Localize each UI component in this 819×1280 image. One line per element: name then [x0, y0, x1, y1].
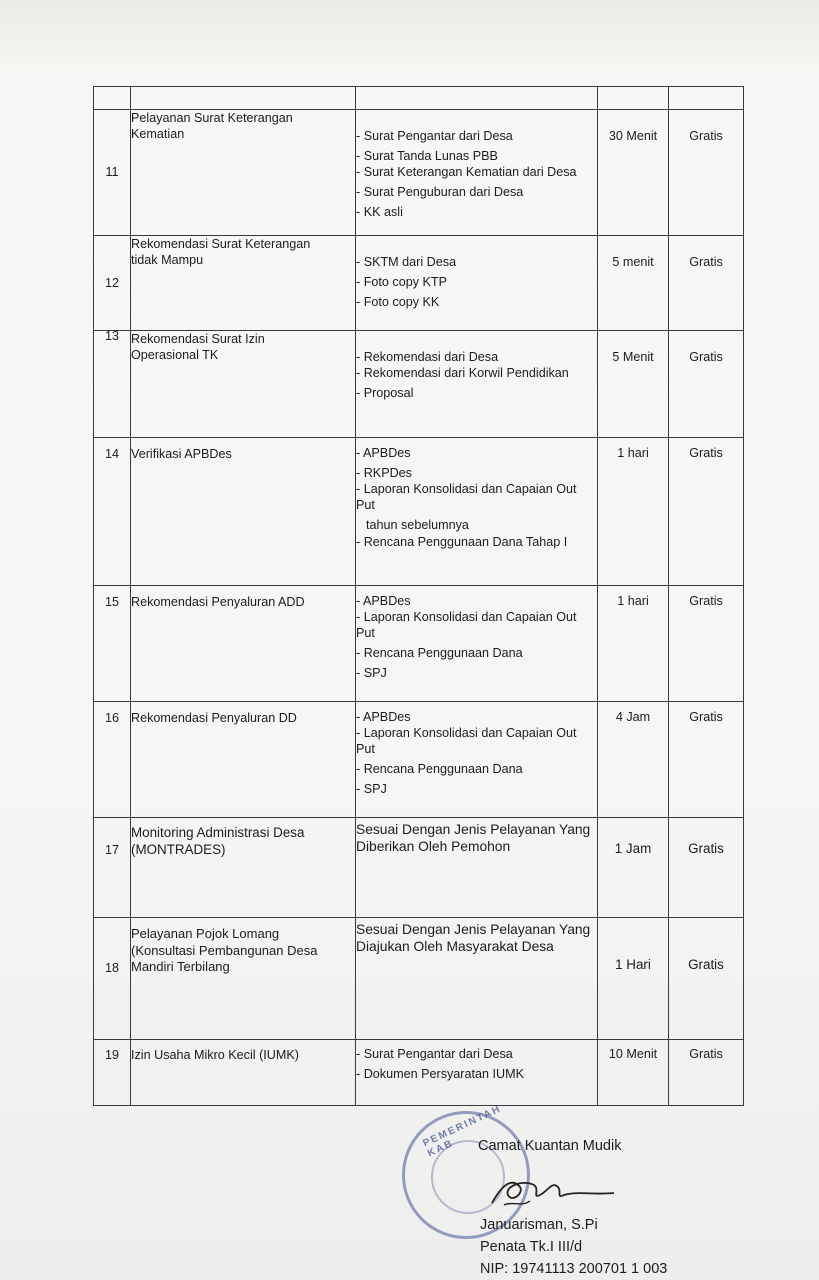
table-row	[94, 586, 744, 702]
handwritten-signature	[482, 1165, 622, 1215]
requirements: Sesuai Dengan Jenis Pelayanan Yang Diberikan Oleh Pemohon	[356, 818, 598, 918]
service-time: 10 Menit	[598, 1040, 669, 1106]
row-number: 15	[94, 586, 131, 702]
service-name: Pelayanan Surat Keterangan Kematian	[131, 110, 356, 236]
service-time: 1 hari	[598, 438, 669, 586]
signature-block	[400, 1105, 760, 1280]
row-number: 14	[94, 438, 131, 586]
service-table	[93, 86, 744, 1106]
service-name: Izin Usaha Mikro Kecil (IUMK)	[131, 1040, 356, 1106]
table-row	[94, 110, 744, 236]
row-number: 17	[94, 818, 131, 918]
service-fee: Gratis	[669, 110, 744, 236]
requirements: - APBDes - Laporan Konsolidasi dan Capaian Out Put - Rencana Penggunaan Dana - SPJ	[356, 586, 598, 702]
signatory-rank: Penata Tk.I III/d	[480, 1239, 583, 1255]
row-number: 12	[94, 236, 131, 331]
table-row	[94, 236, 744, 331]
requirements: - Surat Pengantar dari Desa - Dokumen Persyaratan IUMK	[356, 1040, 598, 1106]
row-number: 19	[94, 1040, 131, 1106]
row-number: 16	[94, 702, 131, 818]
service-fee: Gratis	[669, 1040, 744, 1106]
requirements: - APBDes - RKPDes - Laporan Konsolidasi dan Capaian Out Put tahun sebelumnya - Rencana Penggunaan Dana Tahap I	[356, 438, 598, 586]
service-name: Rekomendasi Surat Izin Operasional TK	[131, 331, 356, 438]
service-name: Monitoring Administrasi Desa (MONTRADES)	[131, 818, 356, 918]
service-fee: Gratis	[669, 331, 744, 438]
requirements: - Surat Pengantar dari Desa - Surat Tanda Lunas PBB - Surat Keterangan Kematian dari Desa - Surat Penguburan dari Desa - KK asli	[356, 110, 598, 236]
service-name: Rekomendasi Surat Keterangan tidak Mampu	[131, 236, 356, 331]
service-name: Verifikasi APBDes	[131, 438, 356, 586]
table-row	[94, 331, 744, 438]
service-name: Pelayanan Pojok Lomang (Konsultasi Pembangunan Desa Mandiri Terbilang	[131, 918, 356, 1040]
requirements: Sesuai Dengan Jenis Pelayanan Yang Diajukan Oleh Masyarakat Desa	[356, 918, 598, 1040]
signatory-name: Januarisman, S.Pi	[480, 1217, 598, 1233]
service-fee: Gratis	[669, 918, 744, 1040]
service-fee: Gratis	[669, 818, 744, 918]
signatory-nip: NIP: 19741113 200701 1 003	[480, 1261, 668, 1277]
service-name: Rekomendasi Penyaluran DD	[131, 702, 356, 818]
seal-text: PEMERINTAH KAB	[421, 1103, 504, 1160]
table-row	[94, 438, 744, 586]
service-time: 1 Hari	[598, 918, 669, 1040]
service-fee: Gratis	[669, 438, 744, 586]
service-name: Rekomendasi Penyaluran ADD	[131, 586, 356, 702]
table-continuation-row	[94, 87, 744, 110]
service-time: 30 Menit	[598, 110, 669, 236]
requirements: - SKTM dari Desa - Foto copy KTP - Foto copy KK	[356, 236, 598, 331]
service-time: 5 menit	[598, 236, 669, 331]
service-fee: Gratis	[669, 586, 744, 702]
row-number: 11	[94, 110, 131, 236]
service-time: 5 Menit	[598, 331, 669, 438]
row-number: 13	[94, 331, 131, 438]
table-row	[94, 702, 744, 818]
table-row	[94, 1040, 744, 1106]
requirements: - Rekomendasi dari Desa - Rekomendasi dari Korwil Pendidikan - Proposal	[356, 331, 598, 438]
service-time: 1 hari	[598, 586, 669, 702]
table-row	[94, 918, 744, 1040]
table-row	[94, 818, 744, 918]
row-number: 18	[94, 918, 131, 1040]
service-time: 4 Jam	[598, 702, 669, 818]
signatory-title: Camat Kuantan Mudik	[478, 1138, 622, 1154]
service-time: 1 Jam	[598, 818, 669, 918]
service-fee: Gratis	[669, 236, 744, 331]
requirements: - APBDes - Laporan Konsolidasi dan Capaian Out Put - Rencana Penggunaan Dana - SPJ	[356, 702, 598, 818]
service-fee: Gratis	[669, 702, 744, 818]
